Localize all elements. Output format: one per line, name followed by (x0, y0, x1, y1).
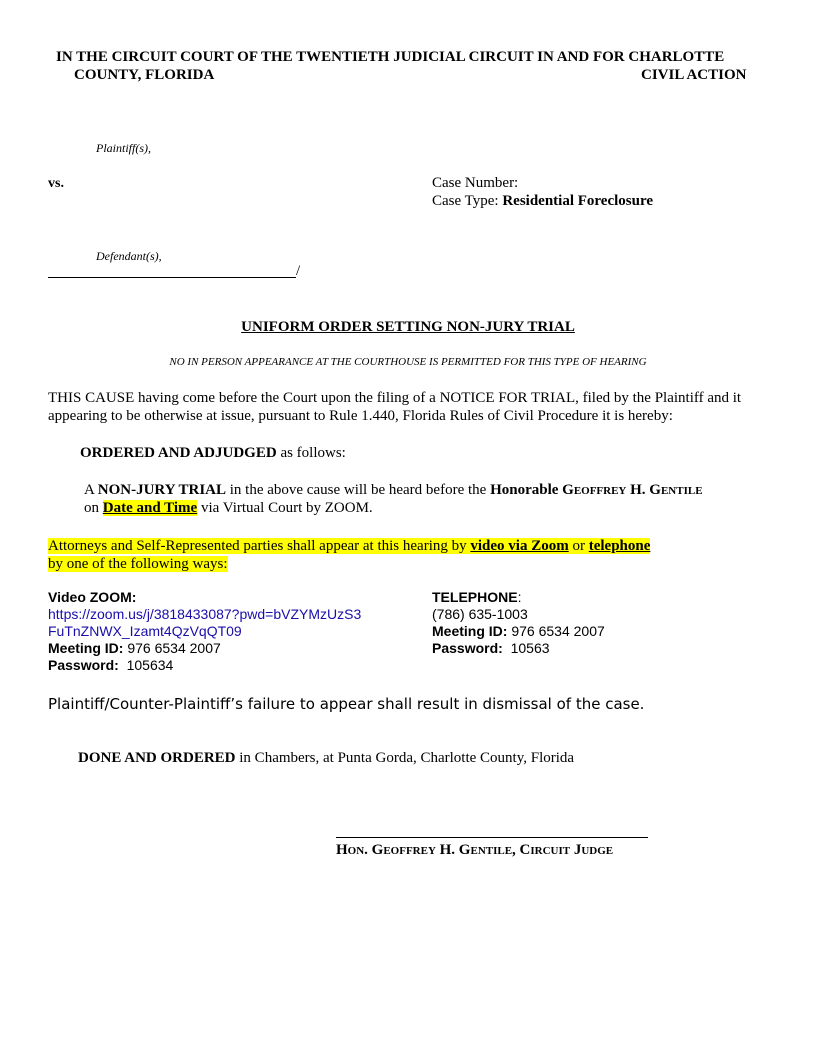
signature-line (336, 837, 648, 838)
done-ordered-line: DONE AND ORDERED in Chambers, at Punta Gorda, Charlotte County, Florida (78, 750, 575, 766)
case-number-label: Case Number: (432, 175, 519, 191)
appearance-paragraph: Attorneys and Self-Represented parties shall appear at this hearing by video via Zoom or telephone by one of the following ways: (48, 538, 651, 572)
trial-line1: A NON-JURY TRIAL in the above cause will be heard before the Honorable Geoffrey H. Gentile (84, 482, 703, 498)
trial-line2: on Date and Time via Virtual Court by ZOOM. (84, 500, 373, 516)
telephone-info: TELEPHONE: (786) 635-1003 Meeting ID: 976 6534 2007 Password: 10563 (432, 589, 605, 656)
plaintiff-label: Plaintiff(s), (96, 141, 151, 155)
ordered-line: ORDERED AND ADJUDGED as follows: (80, 445, 346, 461)
case-type: Case Type: Residential Foreclosure (432, 193, 654, 209)
vs-label: vs. (48, 176, 64, 191)
zoom-info: Video ZOOM: https://zoom.us/j/3818433087?pwd=bVZYMzUzS3 FuTnZNWX_Izamt4QzVqQT09 Meeting ID: 976 6534 2007 Password: 105634 (48, 589, 362, 673)
zoom-link[interactable]: https://zoom.us/j/3818433087?pwd=bVZYMzUzS3 FuTnZNWX_Izamt4QzVqQT09 (48, 606, 362, 639)
judge-signature-block: Hon. Geoffrey H. Gentile, Circuit Judge (336, 842, 614, 858)
phone-number: (786) 635-1003 (432, 606, 528, 622)
date-and-time: Date and Time (102, 500, 198, 516)
order-title: UNIFORM ORDER SETTING NON-JURY TRIAL (241, 319, 575, 335)
caption-line (48, 277, 296, 278)
no-appearance-notice: NO IN PERSON APPEARANCE AT THE COURTHOUSE IS PERMITTED FOR THIS TYPE OF HEARING (169, 356, 647, 368)
civil-action: CIVIL ACTION (641, 67, 747, 83)
defendant-label: Defendant(s), (96, 249, 162, 263)
failure-warning: Plaintiff/Counter-Plaintiff’s failure to appear shall result in dismissal of the case. (48, 695, 645, 713)
intro-paragraph: THIS CAUSE having come before the Court upon the filing of a NOTICE FOR TRIAL, filed by the Plaintiff and it appearing to be otherwise at issue, pursuant to Rule 1.440, Florida Rules of Civil Procedure it is hereby: (48, 390, 742, 424)
caption-slash: / (296, 263, 301, 279)
header-line1: IN THE CIRCUIT COURT OF THE TWENTIETH JUDICIAL CIRCUIT IN AND FOR CHARLOTTE (56, 49, 725, 65)
header-line2: COUNTY, FLORIDA (74, 67, 215, 83)
